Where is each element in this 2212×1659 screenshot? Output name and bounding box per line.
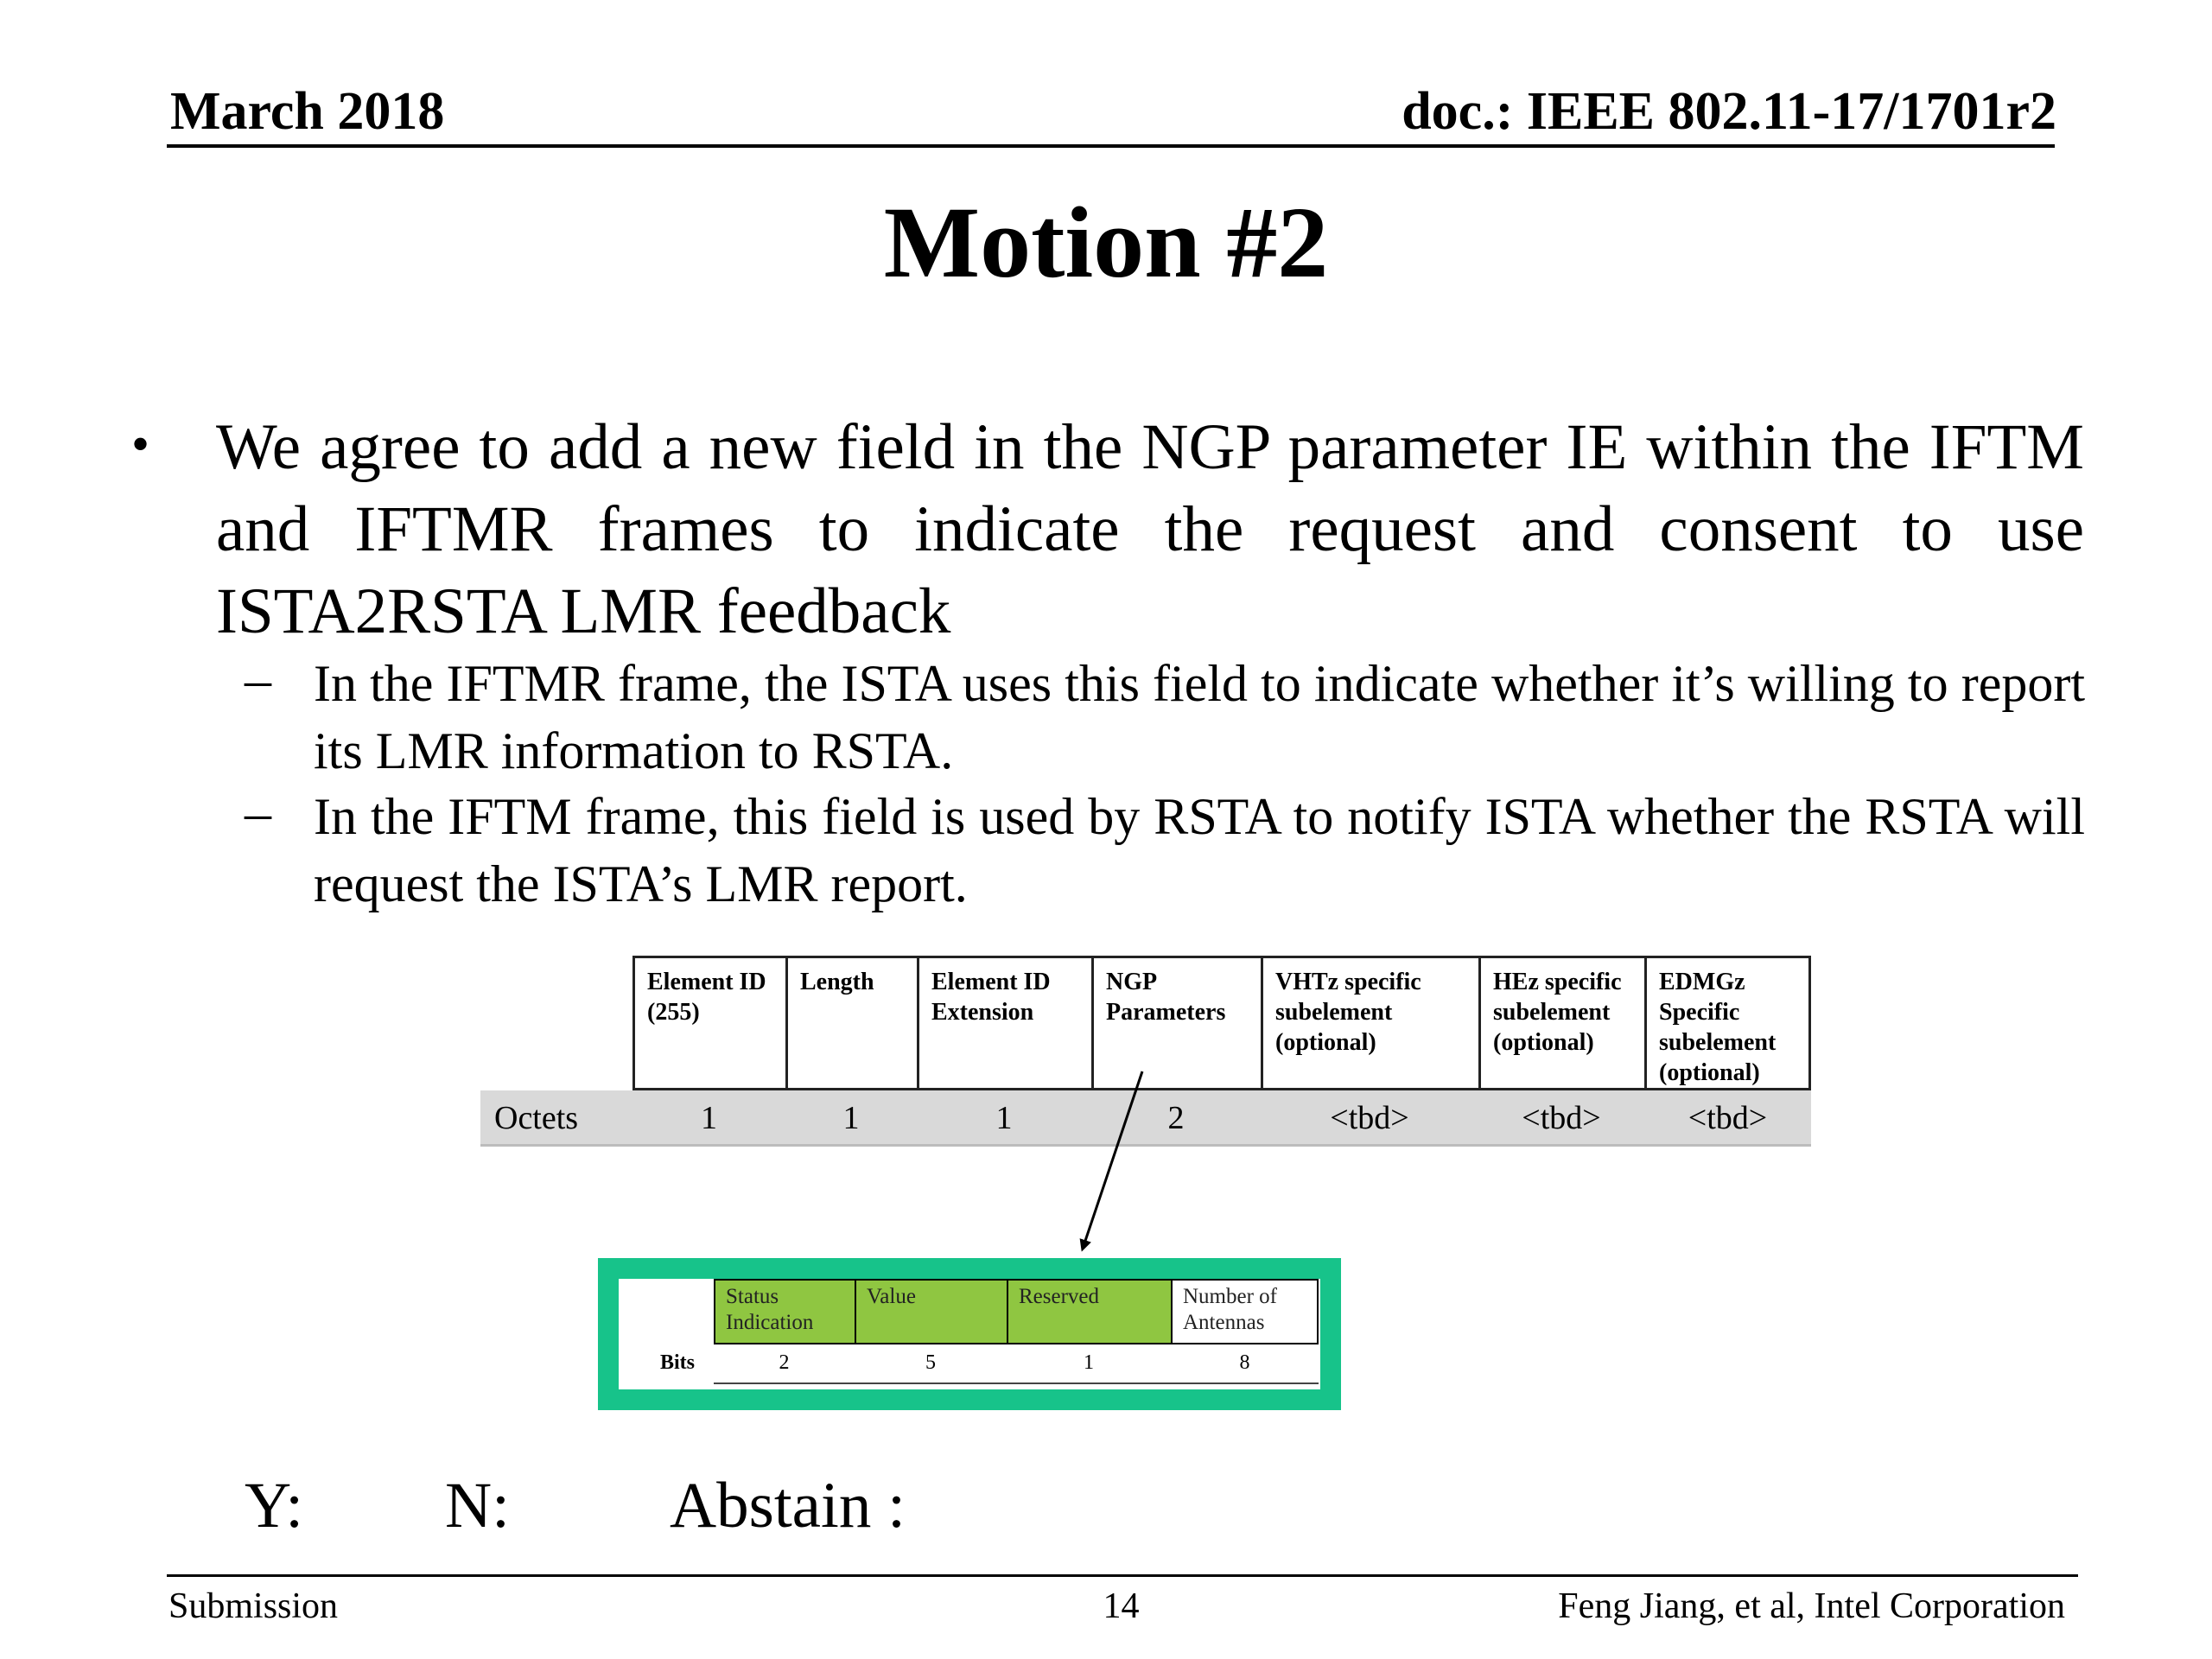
table-header-cell: Element ID Extension <box>917 956 1091 1090</box>
table-cell: 1 <box>701 1100 717 1136</box>
ngp-table-body <box>619 1279 1320 1389</box>
header-doc-id: doc.: IEEE 802.11-17/1701r2 <box>1402 82 2056 141</box>
vote-abstain-label: Abstain : <box>670 1470 906 1541</box>
table-cell: <tbd> <box>1522 1100 1601 1136</box>
table-cell: 1 <box>1084 1351 1094 1374</box>
table-header-cell: VHTz specific subelement (optional) <box>1261 956 1478 1090</box>
table-cell: 2 <box>1167 1100 1185 1136</box>
octets-row <box>480 1090 1811 1147</box>
table-cell: 2 <box>779 1351 790 1374</box>
table-header-cell: Number of Antennas <box>1171 1279 1319 1344</box>
table-header-cell: Length <box>785 956 917 1090</box>
page-number: 14 <box>1103 1586 1140 1626</box>
element-format-table <box>480 956 1811 1144</box>
table-header-cell: Reserved <box>1007 1279 1171 1344</box>
table-header-cell: EDMGz Specific subelement (optional) <box>1644 956 1811 1090</box>
sub-bullet-1: In the IFTMR frame, the ISTA uses this field to indicate whether it’s willing to report its LMR information to RSTA. <box>314 655 2085 779</box>
table-divider <box>714 1382 1319 1384</box>
table-cell: 8 <box>1239 1351 1250 1374</box>
sub-bullet-2: In the IFTM frame, this field is used by RSTA to notify ISTA whether the RSTA will request the ISTA’s LMR report. <box>314 788 2085 912</box>
header-date: March 2018 <box>170 82 445 141</box>
row-label: Octets <box>494 1100 579 1136</box>
table-cell: <tbd> <box>1688 1100 1768 1136</box>
table-header-cell: Status Indication <box>714 1279 855 1344</box>
row-label: Bits <box>660 1351 696 1374</box>
dash-icon: – <box>245 651 271 709</box>
footer-author: Feng Jiang, et al, Intel Corporation <box>1558 1586 2065 1626</box>
table-cell: 1 <box>995 1100 1013 1136</box>
header-rule <box>167 144 2055 148</box>
table-cell: 5 <box>925 1351 936 1374</box>
vote-yes-label: Y: <box>245 1470 304 1541</box>
ngp-parameters-table <box>598 1258 1341 1410</box>
bullet-icon: • <box>131 416 150 473</box>
table-header-cell: Value <box>855 1279 1007 1344</box>
table-cell: <tbd> <box>1330 1100 1409 1136</box>
table-header-cell: HEz specific subelement (optional) <box>1478 956 1644 1090</box>
table-header-cell: Element ID (255) <box>632 956 785 1090</box>
table-header-cell: NGP Parameters <box>1091 956 1261 1090</box>
slide-title: Motion #2 <box>883 186 1329 299</box>
main-bullet-text: We agree to add a new field in the NGP parameter IE within the IFTM and IFTMR frames to indicate the request and consent to use ISTA2RSTA LMR feedback <box>216 411 2084 647</box>
footer-rule <box>167 1574 2078 1577</box>
dash-icon: – <box>245 784 271 842</box>
vote-no-label: N: <box>445 1470 510 1541</box>
footer-submission: Submission <box>168 1586 339 1626</box>
table-cell: 1 <box>842 1100 860 1136</box>
